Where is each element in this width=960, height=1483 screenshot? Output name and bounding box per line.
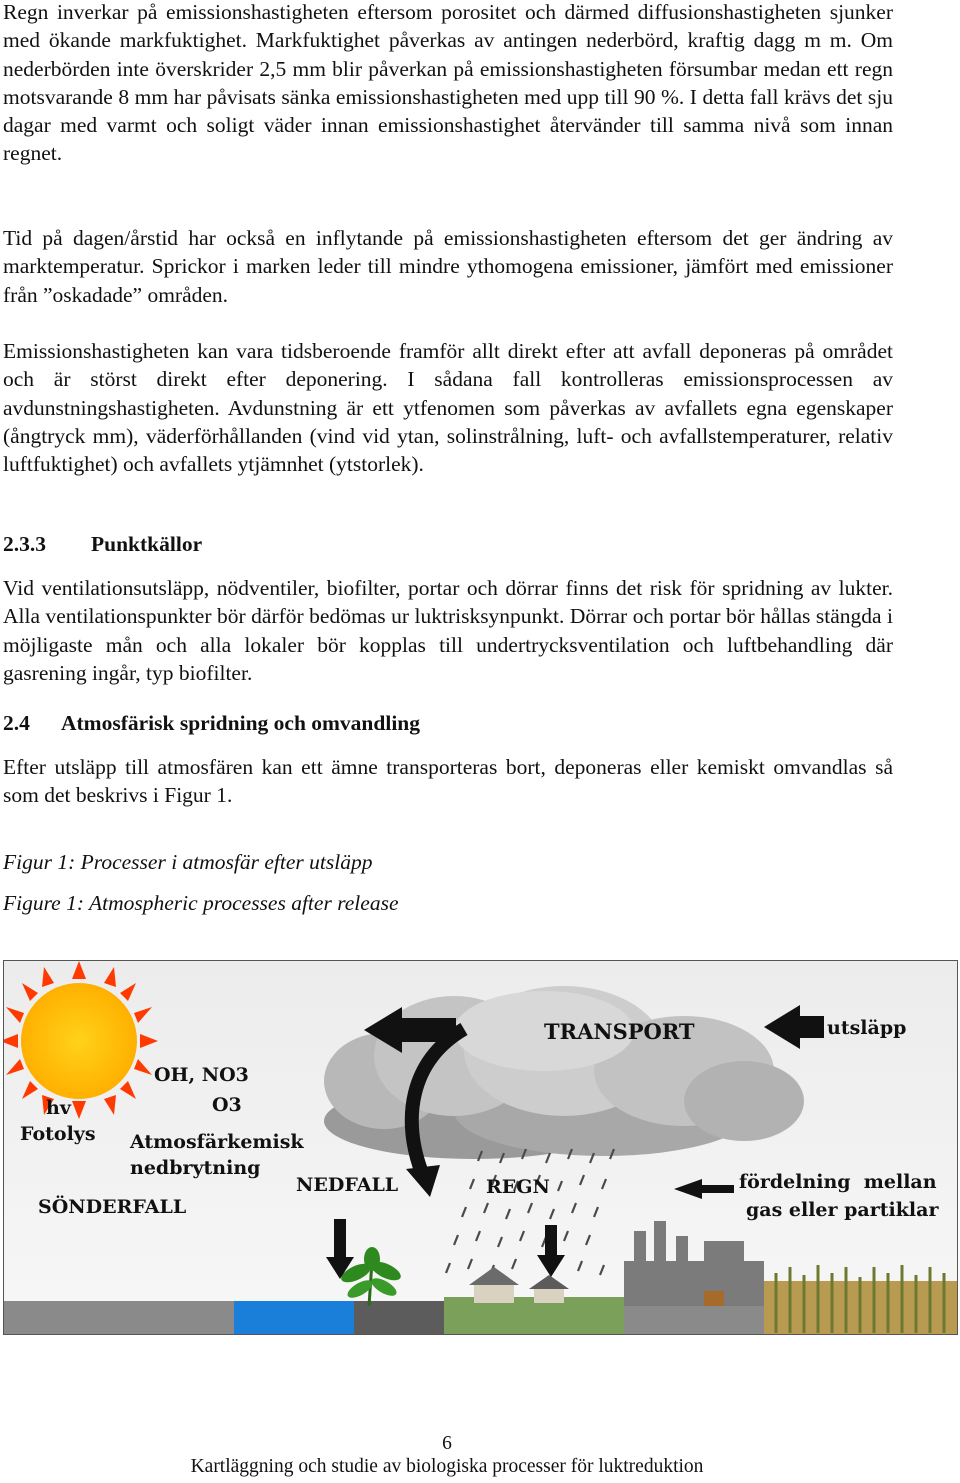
footer-document-title: Kartläggning och studie av biologiska processer för luktreduktion <box>190 1456 704 1477</box>
section-title: Atmosfärisk spridning och omvandling <box>61 711 421 735</box>
paragraph-point-sources: Vid ventilationsutsläpp, nödventiler, biofilter, portar och dörrar finns det risk för spridning av lukter. Alla ventilationspunkter bör därför bedömas ur luktrisksynpunkt. Dörrar och portar bör hållas stängda i möjligaste mån och alla lokaler bör kopplas till undertrycksventilation och luftbehandling där gasrening ingår, typ biofilter. <box>3 576 893 685</box>
degradation-label: nedbrytning <box>130 1157 261 1179</box>
hv-label: hv <box>46 1097 71 1119</box>
figure-caption-english: Figure 1: Atmospheric processes after release <box>3 891 399 915</box>
section-number: 2.4 <box>3 711 30 735</box>
section-title: Punktkällor <box>91 532 203 556</box>
water <box>234 1301 354 1334</box>
paragraph-atmospheric-intro: Efter utsläpp till atmosfären kan ett ämne transporteras bort, deponeras eller kemiskt omvandlas så som det beskrivs i Figur 1. <box>3 755 893 808</box>
emission-label: utsläpp <box>827 1017 907 1039</box>
rain-label: REGN <box>486 1176 550 1198</box>
decomposition-label: SÖNDERFALL <box>38 1196 187 1218</box>
section-heading-2-4 <box>3 711 420 736</box>
section-heading-2-3-3 <box>3 532 202 557</box>
paragraph-time-dependence: Emissionshastigheten kan vara tidsberoende framför allt direkt efter att avfall deponeras på området och är störst direkt efter deponering. I sådana fall kontrolleras emissionsprocessen av avdunstningshastigheten. Avdunstning är ett ytfenomen som påverkas av avfallets egna egenskaper (ångtryck mm), väderförhållanden (vind vid ytan, solinstrålning, luft- och avfallstemperaturer, relativ luftfuktighet) och avfallets ytjämnhet (ytstorlek). <box>3 339 893 477</box>
atmospheric-processes-figure <box>3 960 958 1335</box>
o3-label: O3 <box>212 1094 242 1116</box>
page-number: 6 <box>442 1433 452 1454</box>
figure-illustration <box>4 961 957 1334</box>
photolysis-label: Fotolys <box>20 1123 96 1145</box>
transport-label: TRANSPORT <box>544 1019 695 1044</box>
atmospheric-chemical-label: Atmosfärkemisk <box>130 1131 304 1153</box>
partition-label: fördelning mellan <box>739 1171 937 1193</box>
deposition-label: NEDFALL <box>296 1174 399 1196</box>
section-number: 2.3.3 <box>3 532 46 556</box>
oh-no3-label: OH, NO3 <box>154 1064 249 1086</box>
gas-particles-label: gas eller partiklar <box>746 1199 939 1221</box>
figure-caption-swedish: Figur 1: Processer i atmosfär efter utsläpp <box>3 850 373 874</box>
paragraph-rain-effect: Regn inverkar på emissionshastigheten eftersom porositet och därmed diffusionshastigheten sjunker med ökande markfuktighet. Markfuktighet påverkas av antingen nederbörd, kraftig dagg m m. Om nederbörden inte överskrider 2,5 mm blir påverkan på emissionshastigheten försumbar medan ett regn motsvarande 8 mm har påvisats sänka emissionshastigheten med upp till 90 %. I detta fall krävs det sju dagar med varmt och soligt väder innan emissionshastighet återvänder till samma nivå som innan regnet. <box>3 0 893 166</box>
paragraph-time-of-day: Tid på dagen/årstid har också en inflytande på emissionshastigheten eftersom det ger ändring av marktemperatur. Sprickor i marken leder till mindre ythomogena emissioner, jämfört med emissioner från ”oskadade” områden. <box>3 226 893 307</box>
